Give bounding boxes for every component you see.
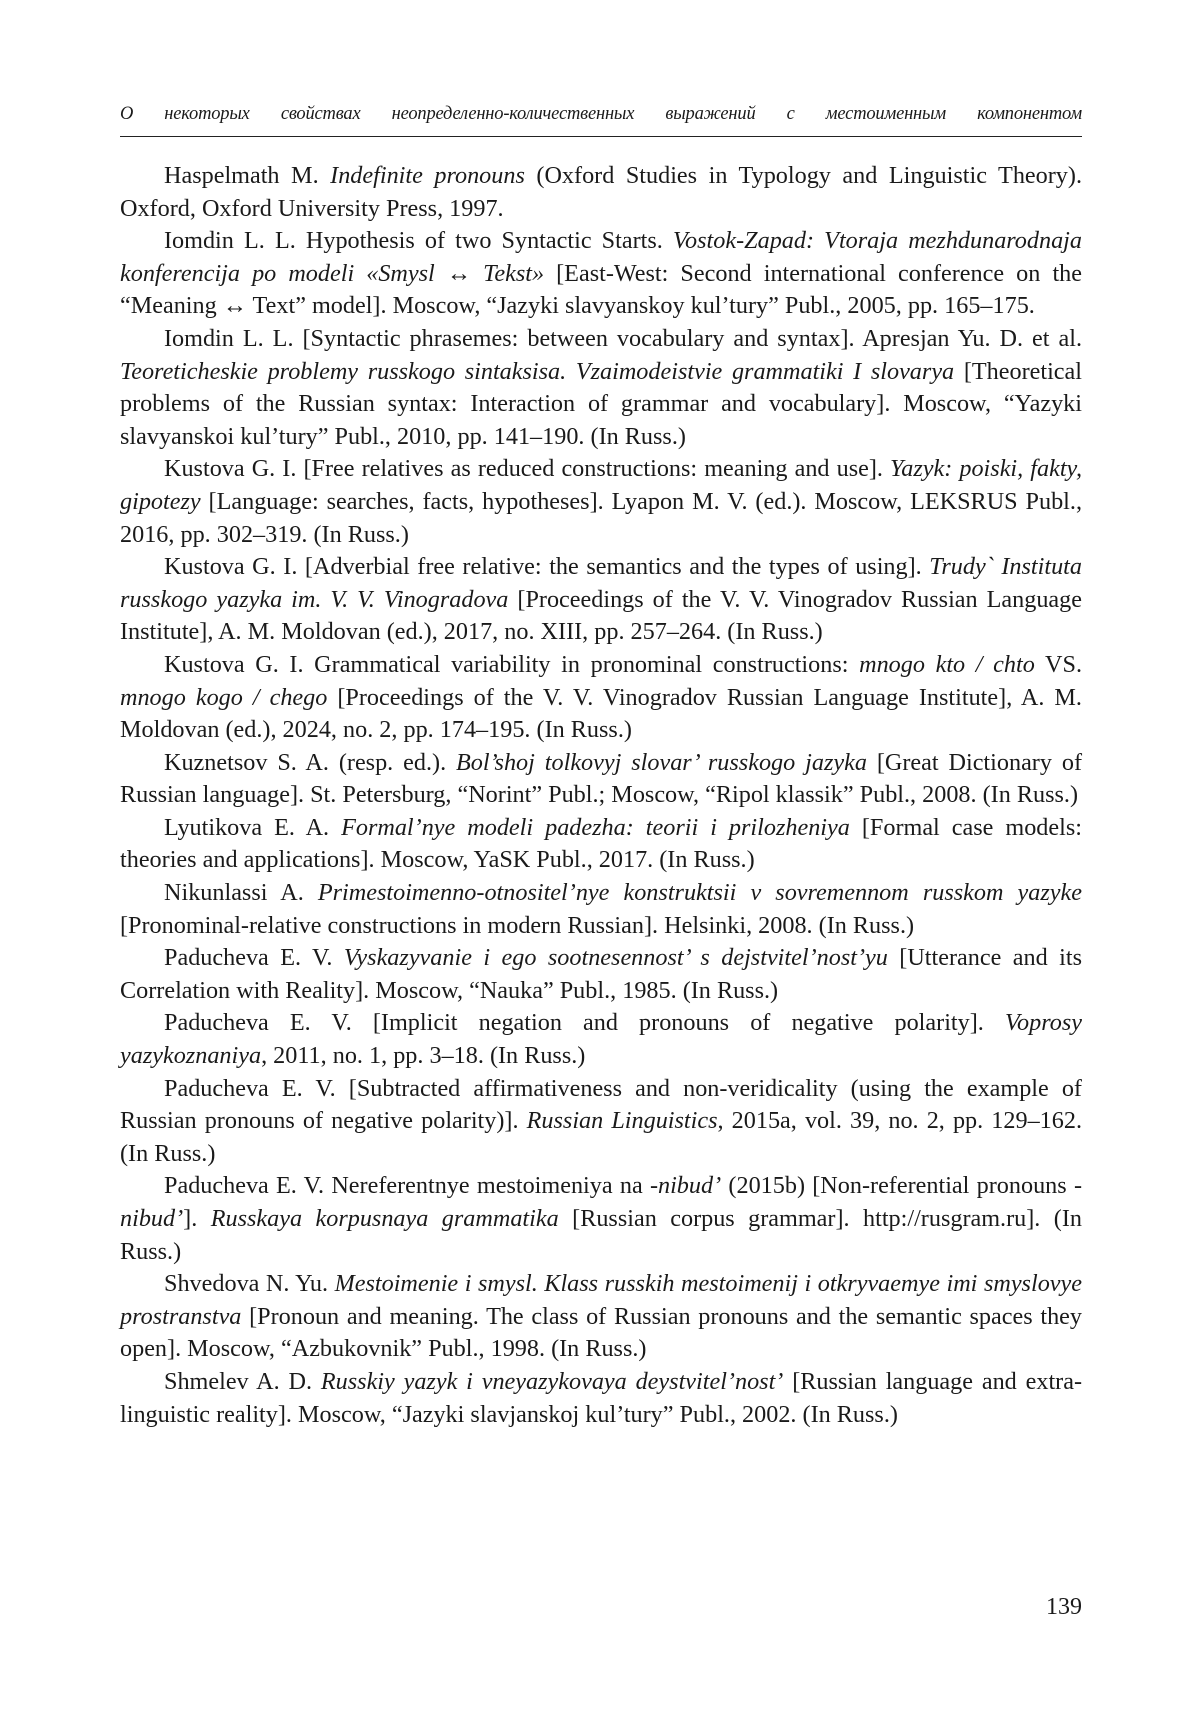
- reference-paducheva-2011: Paducheva E. V. [Implicit negation and pronouns of negative polarity]. Voprosy yazykoznaniya, 2011, no. 1, pp. 3–18. (In Russ.): [120, 1009, 1082, 1070]
- header-rule: [120, 136, 1082, 137]
- reference-haspelmath-1997: Haspelmath M. Indefinite pronouns (Oxford Studies in Typology and Linguistic Theory). Oxford, Oxford University Press, 1997.: [120, 162, 1082, 222]
- reference-iomdin-2010: Iomdin L. L. [Syntactic phrasemes: between vocabulary and syntax]. Apresjan Yu. D. et al. Teoreticheskie problemy russkogo sintaksisa. Vzaimodeistvie grammatiki I slovarya [Theoretical problems of the Russian syntax: Interaction of grammar and vocabulary]. Moscow, “Yazyki slavyanskoi kul’tury” Publ., 2010, pp. 141–190. (In Russ.): [120, 324, 1082, 450]
- reference-nikunlassi-2008: Nikunlassi A. Primestoimenno-otnositel’nye konstruktsii v sovremennom russkom yazyke [Pronominal-relative constructions in modern Russian]. Helsinki, 2008. (In Russ.): [120, 879, 1083, 939]
- reference-kustova-2024: Kustova G. I. Grammatical variability in pronominal constructions: mnogo kto / chto VS. mnogo kogo / chego [Proceedings of the V. V. Vinogradov Russian Language Institute], A. M. Moldovan (ed.), 2024, no. 2, pp. 174–195. (In Russ.): [120, 650, 1082, 744]
- page-number: 139: [1046, 1594, 1082, 1620]
- reference-paducheva-1985: Paducheva E. V. Vyskazyvanie i ego sootnesennost’ s dejstvitel’nost’yu [Utterance and its Correlation with Reality]. Moscow, “Nauka” Publ., 1985. (In Russ.): [120, 944, 1082, 1004]
- reference-shmelev-2002: Shmelev A. D. Russkiy yazyk i vneyazykovaya deystvitel’nost’ [Russian language and extra-linguistic reality]. Moscow, “Jazyki slavjanskoj kul’tury” Publ., 2002. (In Russ.): [120, 1367, 1083, 1428]
- reference-kuznetsov-2008: Kuznetsov S. A. (resp. ed.). Bol’shoj tolkovyj slovar’ russkogo jazyka [Great Dictionary of Russian language]. St. Petersburg, “Norint” Publ.; Moscow, “Ripol klassik” Publ., 2008. (In Russ.): [120, 748, 1082, 809]
- reference-paducheva-2015a: Paducheva E. V. [Subtracted affirmativeness and non-veridicality (using the example of Russian pronouns of negative polarity)]. Russian Linguistics, 2015a, vol. 39, no. 2, pp. 129–162. (In Russ.): [120, 1074, 1082, 1167]
- reference-lyutikova-2017: Lyutikova E. A. Formal’nye modeli padezha: teorii i prilozheniya [Formal case models: theories and applications]. Moscow, YaSK Publ., 2017. (In Russ.): [120, 813, 1082, 874]
- reference-iomdin-2005: Iomdin L. L. Hypothesis of two Syntactic Starts. Vostok-Zapad: Vtoraja mezhdunarodnaja konferencija po modeli «Smysl ↔ Tekst» [East-West: Second international conference on the “Meaning ↔ Text” model]. Moscow, “Jazyki slavyanskoy kul’tury” Publ., 2005, pp. 165–175.: [120, 227, 1082, 320]
- reference-paducheva-2015b: Paducheva E. V. Nereferentnye mestoimeniya na -nibud’ (2015b) [Non-referential pronouns -nibud’]. Russkaya korpusnaya grammatika [Russian corpus grammar]. http://rusgram.ru]. (In Russ.): [120, 1172, 1082, 1265]
- running-header: О некоторых свойствах неопределенно-количественных выражений с местоименным компонентом: [120, 104, 1082, 124]
- reference-shvedova-1998: Shvedova N. Yu. Mestoimenie i smysl. Klass russkih mestoimenij i otkryvaemye imi smyslovye prostranstva [Pronoun and meaning. The class of Russian pronouns and the semantic spaces they open]. Moscow, “Azbukovnik” Publ., 1998. (In Russ.): [120, 1270, 1082, 1363]
- reference-kustova-2017: Kustova G. I. [Adverbial free relative: the semantics and the types of using]. Trudy` Instituta russkogo yazyka im. V. V. Vinogradova [Proceedings of the V. V. Vinogradov Russian Language Institute], A. M. Moldovan (ed.), 2017, no. XIII, pp. 257–264. (In Russ.): [120, 553, 1082, 646]
- reference-kustova-2016: Kustova G. I. [Free relatives as reduced constructions: meaning and use]. Yazyk: poiski, fakty, gipotezy [Language: searches, facts, hypotheses]. Lyapon M. V. (ed.). Moscow, LEKSRUS Publ., 2016, pp. 302–319. (In Russ.): [120, 455, 1082, 548]
- reference-list: [120, 160, 1082, 1431]
